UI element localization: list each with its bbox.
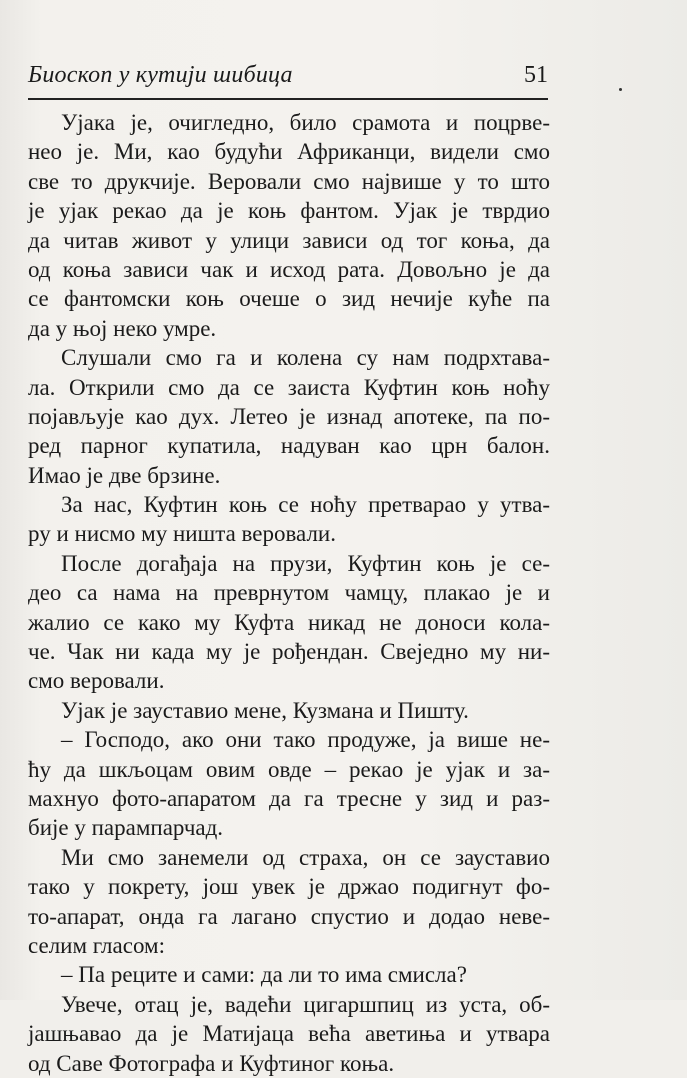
- text-line: че. Чак ни када му је рођендан. Свеједно му ни-: [28, 639, 550, 665]
- text-line: јашњавао да је Матијаца већа аветиња и утвара: [28, 1021, 550, 1047]
- text-line: део са нама на преврнутом чамцу, плакао је и: [28, 580, 550, 606]
- text-line: ла. Открили смо да се заиста Куфтин коњ ноћу: [28, 374, 550, 400]
- text-line: Слушали смо га и колена су нам подрхтава-: [61, 345, 550, 371]
- text-line: све то друкчије. Веровали смо највише у то што: [28, 168, 550, 194]
- text-line: Увече, отац је, вадећи цигаршпиц из уста, об-: [61, 991, 550, 1017]
- page-number: 51: [524, 62, 548, 88]
- text-line: бије у парампарчад.: [28, 815, 224, 841]
- text-line: то-апарат, онда га лагано спустио и додао неве-: [28, 903, 550, 929]
- text-line: од коња зависи чак и исход рата. Довољно је да: [28, 256, 550, 282]
- text-line: да читав живот у улици зависи од тог коња, да: [28, 227, 550, 253]
- print-speck: [619, 88, 622, 91]
- text-line: тако у покрету, још увек је држао подигнут фо-: [28, 874, 550, 900]
- text-line: Ми смо занемели од страха, он се зауставио: [61, 844, 550, 870]
- text-line: жалио се како му Куфта никад не доноси кола-: [28, 609, 550, 635]
- text-line: Ујака је, очигледно, било срамота и поцрве-: [61, 110, 550, 135]
- header-rule: [28, 98, 548, 100]
- text-line: ру и нисмо му ништа веровали.: [28, 521, 336, 547]
- body-text: [28, 108, 550, 1078]
- text-line: нео је. Ми, као будући Африканци, видели смо: [28, 139, 550, 165]
- text-line: селим гласом:: [28, 932, 165, 958]
- text-line: ћу да шкљоцам овим овде – рекао је ујак и за-: [28, 756, 550, 782]
- text-line: После догађаја на прузи, Куфтин коњ је се-: [61, 550, 550, 576]
- text-line: Имао је две брзине.: [28, 462, 221, 488]
- text-line: је ујак рекао да је коњ фантом. Ујак је тврдио: [28, 198, 550, 224]
- text-line: За нас, Куфтин коњ се ноћу претварао у утва-: [61, 492, 550, 518]
- text-line: Ујак је зауставио мене, Кузмана и Пишту.: [61, 697, 469, 723]
- page-header: [28, 60, 548, 96]
- text-line: појављује као дух. Летео је изнад апотеке, па по-: [28, 403, 550, 429]
- text-line: се фантомски коњ очеше о зид нечије куће па: [28, 286, 550, 312]
- running-title: Биоскоп у кутији шибица: [28, 62, 293, 88]
- text-line: смо веровали.: [28, 668, 165, 694]
- text-line: да у њој неко умре.: [28, 315, 217, 341]
- text-line: – Па реците и сами: да ли то има смисла?: [61, 962, 467, 988]
- text-line: од Саве Фотографа и Куфтиног коња.: [28, 1050, 395, 1076]
- text-line: махнуо фото-апаратом да га тресне у зид и раз-: [28, 785, 550, 811]
- text-line: ред парног купатила, надуван као црн балон.: [28, 433, 550, 459]
- text-line: – Господо, ако они тако продуже, ја више не-: [61, 727, 550, 753]
